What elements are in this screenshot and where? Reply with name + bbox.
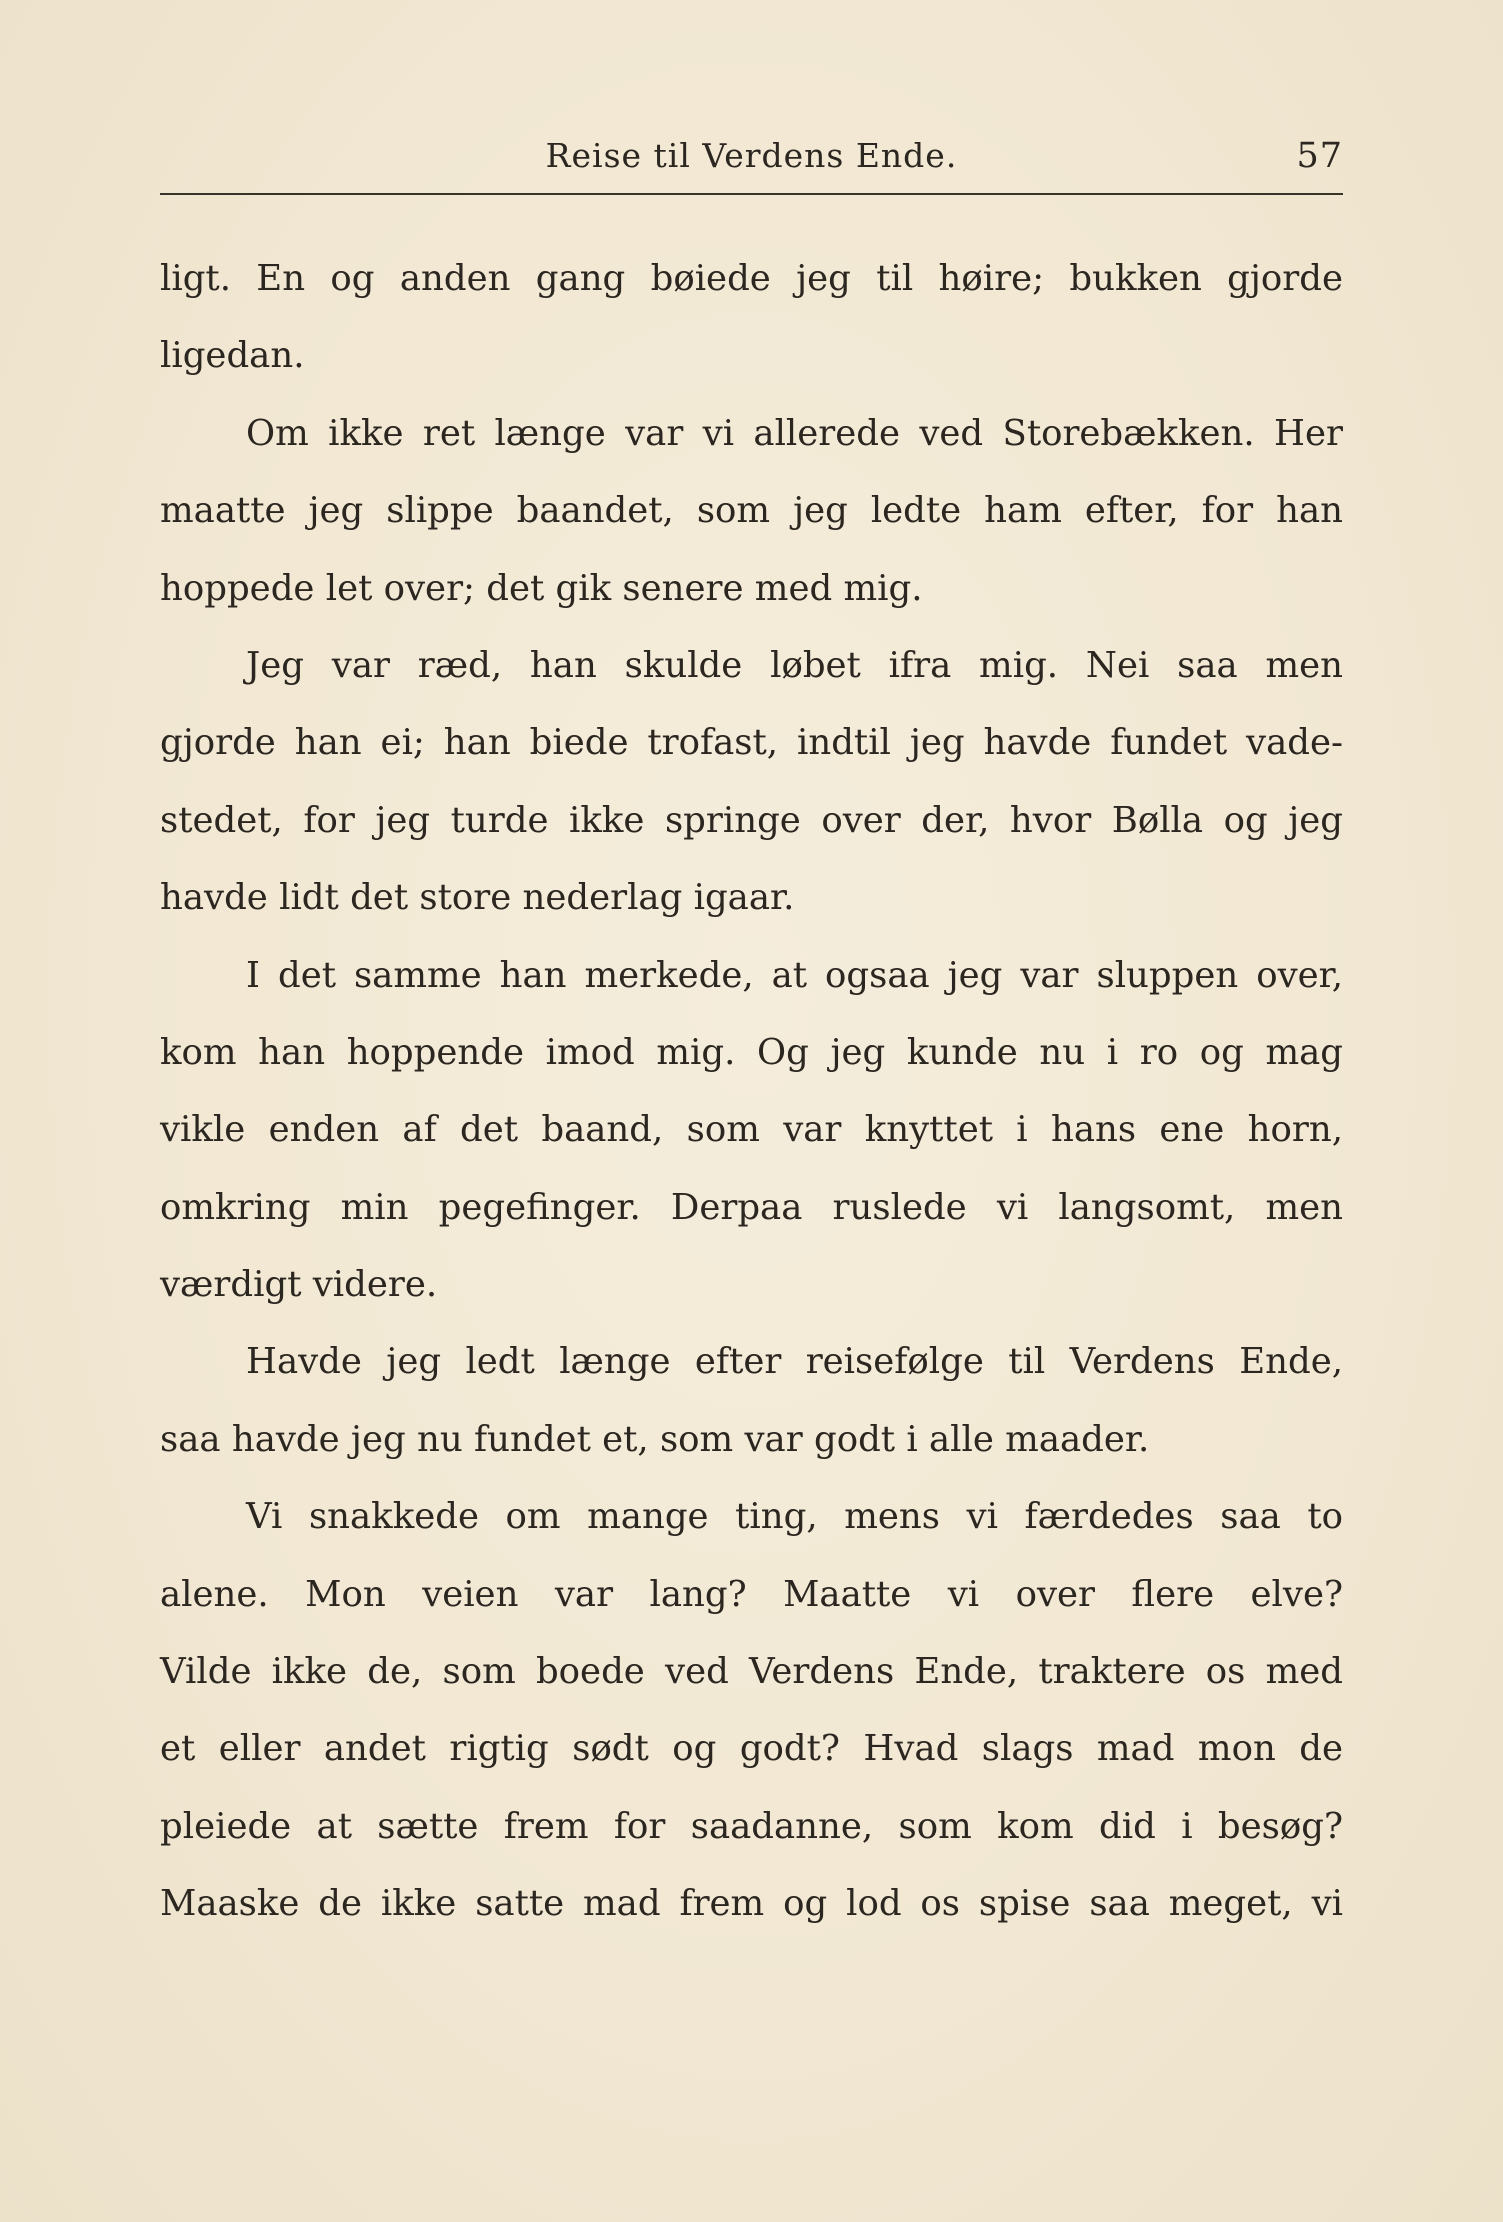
text-line: Om ikke ret længe var vi allerede ved Storebækken. Her [246,412,1343,454]
text-line: vikle enden af det baand, som var knyttet i hans ene horn, [160,1109,1343,1151]
text-line: pleiede at sætte frem for saadanne, som kom did i besøg? [160,1805,1343,1847]
text-line: Vilde ikke de, som boede ved Verdens Ende, traktere os med [160,1651,1343,1693]
text-line: hoppede let over; det gik senere med mig. [160,567,923,609]
header-rule [160,193,1343,195]
text-line: Vi snakkede om mange ting, mens vi færdedes saa to [246,1496,1343,1538]
text-line: ligedan. [160,335,305,377]
text-line: gjorde han ei; han biede trofast, indtil jeg havde fundet vade- [160,722,1343,764]
text-line: stedet, for jeg turde ikke springe over der, hvor Bølla og jeg [160,799,1343,841]
text-line: Jeg var ræd, han skulde løbet ifra mig. Nei saa men [246,644,1343,686]
text-line: saa havde jeg nu fundet et, som var godt i alle maader. [160,1418,1150,1460]
text-line: alene. Mon veien var lang? Maatte vi over flere elve? [160,1573,1343,1615]
text-line: værdigt videre. [160,1264,438,1306]
text-line: et eller andet rigtig sødt og godt? Hvad slags mad mon de [160,1728,1343,1770]
text-line: Havde jeg ledt længe efter reisefølge til Verdens Ende, [246,1341,1343,1383]
text-line: havde lidt det store nederlag igaar. [160,877,795,919]
page-number: 57 [1296,136,1343,176]
text-line: ligt. En og anden gang bøiede jeg til høire; bukken gjorde [160,258,1343,299]
running-title: Reise til Verdens Ende. [545,136,958,175]
body-text [160,240,1343,1943]
page-header [160,128,1343,188]
text-line: kom han hoppende imod mig. Og jeg kunde nu i ro og mag [160,1031,1343,1073]
text-line: I det samme han merkede, at ogsaa jeg var sluppen over, [246,954,1343,996]
text-line: Maaske de ikke satte mad frem og lod os spise saa meget, vi [160,1883,1343,1925]
text-line: maatte jeg slippe baandet, som jeg ledte ham efter, for han [160,490,1343,532]
text-line: omkring min pegefinger. Derpaa ruslede vi langsomt, men [160,1186,1343,1228]
